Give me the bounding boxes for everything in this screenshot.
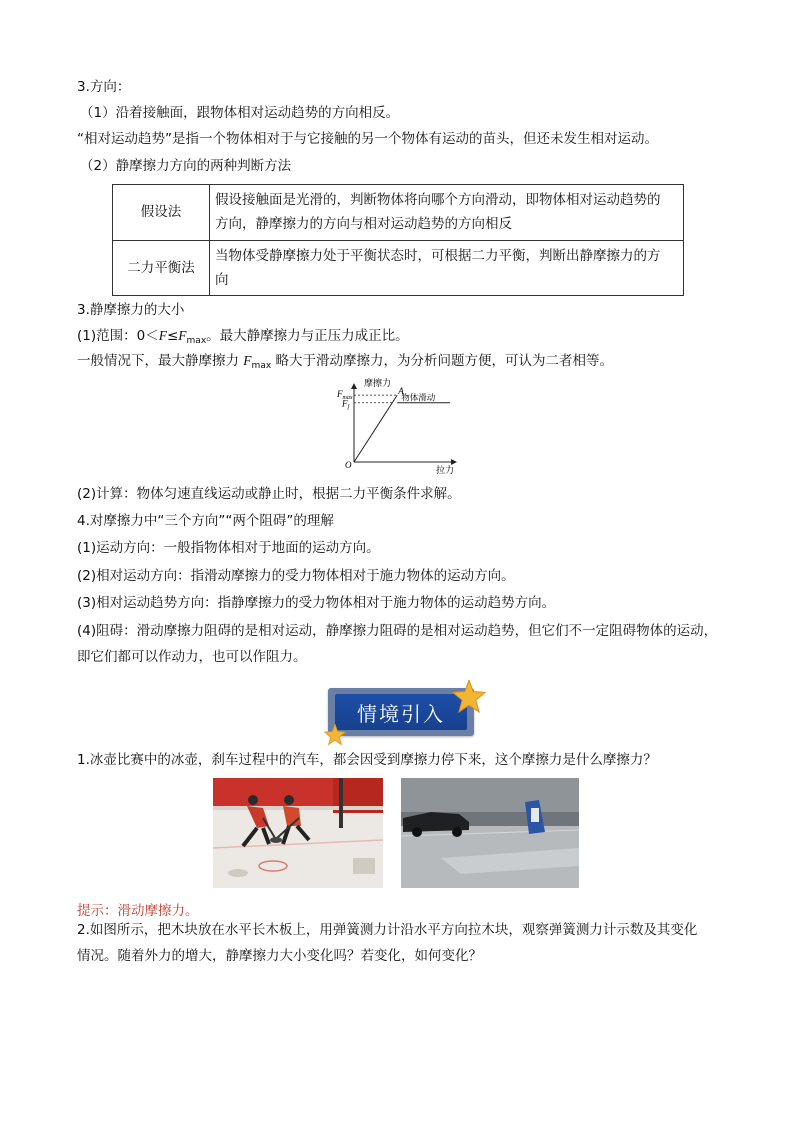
calc-statement: (2)计算：物体匀速直线运动或静止时，根据二力平衡条件求解。 [77, 486, 461, 502]
max-friction-note [77, 351, 613, 376]
question-2-line-1: 2.如图所示，把木块放在水平长木板上，用弹簧测力计沿水平方向拉木块，观察弹簧测力计示数及其变化 [77, 922, 698, 938]
table-row [113, 240, 684, 296]
method-desc-line: 方向，静摩擦力的方向与相对运动趋势的方向相反 [215, 216, 512, 233]
note-suffix: 略大于滑动摩擦力，为分析问题方便，可认为二者相等。 [271, 353, 613, 369]
fmax-marker-letter: F [337, 389, 343, 400]
section4-item-3: (3)相对运动趋势方向：指静摩擦力的受力物体相对于施力物体的运动趋势方向。 [77, 595, 556, 611]
note-var-sub: max [251, 361, 272, 371]
range-fmax: F [178, 328, 187, 343]
car-braking-photo [401, 778, 579, 888]
method-description [210, 240, 684, 296]
method-name: 二力平衡法 [113, 240, 210, 296]
note-prefix: 一般情况下，最大静摩擦力 [77, 353, 244, 369]
method-name: 假设法 [113, 185, 210, 241]
sliding-annotation: 物体滑动 [401, 393, 436, 404]
point-a-label: A [398, 386, 404, 397]
direction-rule-2: （2）静摩擦力方向的两种判断方法 [80, 158, 292, 174]
section4-item-4-line-1: (4)阻碍：滑动摩擦力阻碍的是相对运动，静摩擦力阻碍的是相对运动趋势，但它们不一定阻碍物体的运动， [77, 623, 718, 639]
section4-item-1: (1)运动方向：一般指物体相对于地面的运动方向。 [77, 540, 380, 556]
question-2-line-2: 情况。随着外力的增大，静摩擦力大小变化吗？若变化，如何变化？ [77, 948, 482, 964]
method-description [210, 185, 684, 241]
ff-marker-letter: F [342, 398, 348, 409]
size-heading: 3.静摩擦力的大小 [77, 302, 185, 318]
x-axis-label: 拉力 [436, 466, 455, 476]
banner-title: 情境引入 [335, 694, 467, 730]
note-var: F [243, 353, 252, 368]
scenario-banner [328, 688, 480, 740]
direction-rule-1: （1）沿着接触面，跟物体相对运动趋势的方向相反。 [80, 105, 400, 121]
range-var: F [158, 328, 167, 343]
section4-heading: 4.对摩擦力中“三个方向”“两个阻碍”的理解 [77, 513, 334, 529]
fmax-marker-sub: max [342, 395, 353, 402]
origin-label: O [345, 460, 352, 470]
range-statement [77, 326, 409, 351]
range-prefix: (1)范围：0＜ [77, 328, 159, 344]
section4-item-2: (2)相对运动方向：指滑动摩擦力的受力物体相对于施力物体的运动方向。 [77, 568, 515, 584]
range-fmax-sub: max [186, 336, 207, 346]
section3-heading: 3.方向： [77, 79, 131, 95]
relative-motion-explanation: “相对运动趋势”是指一个物体相对于与它接触的另一个物体有运动的苗头，但还未发生相对运动。 [77, 131, 658, 147]
judgment-methods-table [112, 184, 684, 296]
static-friction-line [354, 395, 397, 462]
ff-marker-sub: f [347, 404, 350, 411]
range-suffix: 。最大静摩擦力与正压力成正比。 [206, 328, 409, 344]
star-icon [324, 724, 346, 746]
y-axis-label: 摩擦力 [364, 379, 392, 389]
friction-force-chart [330, 376, 480, 476]
method-desc-line: 向 [215, 271, 229, 288]
section4-item-4-line-2: 即它们都可以作动力，也可以作阻力。 [77, 649, 307, 665]
method-desc-line: 假设接触面是光滑的，判断物体将向哪个方向滑动，即物体相对运动趋势的 [215, 192, 661, 209]
question-1: 1.冰壶比赛中的冰壶，刹车过程中的汽车，都会因受到摩擦力停下来，这个摩擦力是什么摩擦力？ [77, 752, 657, 768]
curling-photo [213, 778, 383, 888]
star-icon [452, 680, 486, 714]
hint-1: 提示：滑动摩擦力。 [77, 903, 199, 919]
table-row [113, 185, 684, 241]
method-desc-line: 当物体受静摩擦力处于平衡状态时，可根据二力平衡，判断出静摩擦力的方 [215, 247, 661, 264]
range-le: ≤ [166, 328, 179, 344]
